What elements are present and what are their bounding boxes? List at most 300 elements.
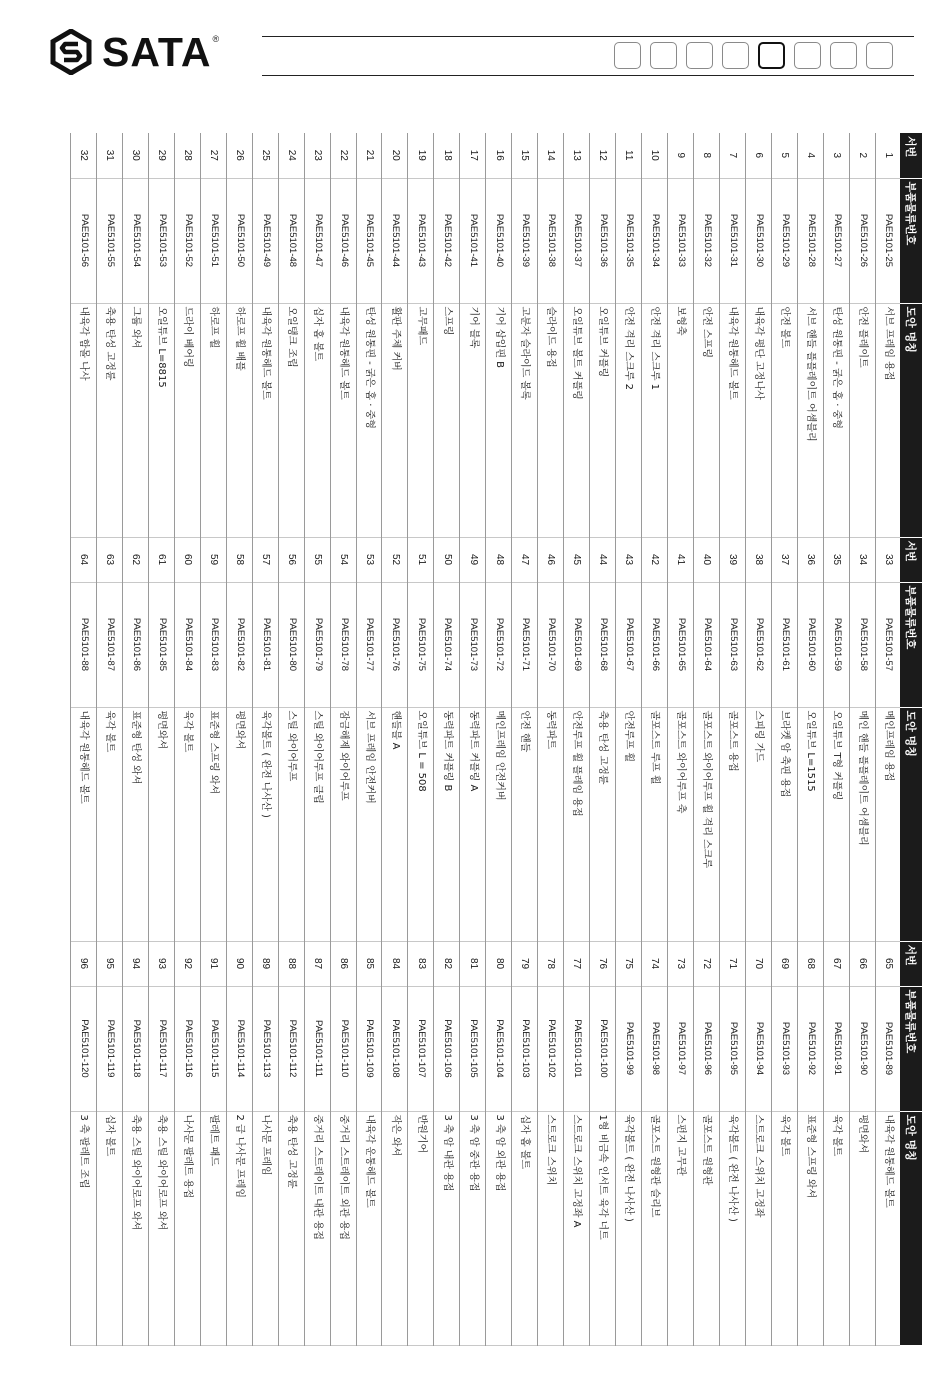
table-row	[226, 133, 252, 1345]
item-number: 37	[771, 537, 797, 582]
part-name: 메인프레임 용접	[875, 707, 900, 941]
item-number: 26	[226, 133, 252, 178]
item-number: 88	[278, 941, 304, 986]
part-code: PAE5101-100	[590, 986, 616, 1111]
item-number: 94	[122, 941, 148, 986]
column-header: 부품물류번호	[900, 178, 922, 303]
part-code: PAE5101-56	[71, 178, 97, 303]
column-header: 서번	[900, 133, 922, 178]
part-code: PAE5101-102	[538, 986, 564, 1111]
page-box	[686, 42, 713, 69]
part-name: 2 급 나사문 프레임	[226, 1111, 252, 1345]
part-name: 육각 볼트	[771, 1111, 797, 1345]
part-name: 기어 삽입핀 B	[486, 303, 512, 537]
part-code: PAE5101-69	[564, 582, 590, 707]
item-number: 68	[797, 941, 823, 986]
item-number: 80	[486, 941, 512, 986]
part-code: PAE5101-60	[797, 582, 823, 707]
table-row	[564, 133, 590, 1345]
item-number: 52	[382, 537, 408, 582]
part-code: PAE5101-72	[486, 582, 512, 707]
item-number: 92	[174, 941, 200, 986]
part-code: PAE5101-89	[875, 986, 900, 1111]
column-header: 도안 명칭	[900, 1111, 922, 1345]
part-code: PAE5101-77	[356, 582, 382, 707]
brand-name: SATA	[102, 28, 212, 75]
part-code: PAE5101-33	[667, 178, 693, 303]
item-number: 29	[148, 133, 174, 178]
part-code: PAE5101-112	[278, 986, 304, 1111]
part-code: PAE5101-103	[512, 986, 538, 1111]
item-number: 73	[667, 941, 693, 986]
part-code: PAE5101-117	[148, 986, 174, 1111]
item-number: 22	[330, 133, 356, 178]
part-name: 내육각 원통헤드 볼트	[252, 303, 278, 537]
part-code: PAE5101-44	[382, 178, 408, 303]
part-name: 3 축 암 외관 용접	[486, 1111, 512, 1345]
part-name: 십자 홈 볼트	[304, 303, 330, 537]
item-number: 87	[304, 941, 330, 986]
part-code: PAE5101-76	[382, 582, 408, 707]
item-number: 83	[408, 941, 434, 986]
part-name: 잠금해제 와이어루프	[330, 707, 356, 941]
item-number: 41	[667, 537, 693, 582]
part-code: PAE5101-94	[745, 986, 771, 1111]
table-row	[356, 133, 382, 1345]
item-number: 81	[460, 941, 486, 986]
item-number: 6	[745, 133, 771, 178]
part-name: 오일튜브 볼트 커플링	[564, 303, 590, 537]
part-code: PAE5101-85	[148, 582, 174, 707]
part-code: PAE5101-111	[304, 986, 330, 1111]
item-number: 15	[512, 133, 538, 178]
item-number: 69	[771, 941, 797, 986]
item-number: 90	[226, 941, 252, 986]
part-code: PAE5101-31	[719, 178, 745, 303]
part-name: 스틸 와이어루프 클립	[304, 707, 330, 941]
part-name: 평면와셔	[226, 707, 252, 941]
item-number: 38	[745, 537, 771, 582]
item-number: 63	[97, 537, 123, 582]
item-number: 61	[148, 537, 174, 582]
item-number: 5	[771, 133, 797, 178]
item-number: 9	[667, 133, 693, 178]
part-code: PAE5101-41	[460, 178, 486, 303]
item-number: 10	[642, 133, 668, 178]
part-code: PAE5101-92	[797, 986, 823, 1111]
part-name: 내육각 운통헤드 볼트	[356, 1111, 382, 1345]
part-code: PAE5101-90	[849, 986, 875, 1111]
part-code: PAE5101-42	[434, 178, 460, 303]
part-name: 육각볼트 ( 완전 나사산 )	[719, 1111, 745, 1345]
part-name: 골포스트 루프 휠	[642, 707, 668, 941]
part-code: PAE5101-55	[97, 178, 123, 303]
part-name: 스틸 와이어루프	[278, 707, 304, 941]
part-name: 육각볼트 ( 완전 나사산 )	[252, 707, 278, 941]
item-number: 44	[590, 537, 616, 582]
part-code: PAE5101-63	[719, 582, 745, 707]
table-row	[616, 133, 642, 1345]
part-code: PAE5101-95	[719, 986, 745, 1111]
table-row	[122, 133, 148, 1345]
item-number: 14	[538, 133, 564, 178]
part-name: 나사문 팔레트 용접	[174, 1111, 200, 1345]
part-code: PAE5101-49	[252, 178, 278, 303]
item-number: 2	[849, 133, 875, 178]
item-number: 78	[538, 941, 564, 986]
item-number: 65	[875, 941, 900, 986]
item-number: 39	[719, 537, 745, 582]
part-code: PAE5101-58	[849, 582, 875, 707]
item-number: 72	[693, 941, 719, 986]
part-code: PAE5101-39	[512, 178, 538, 303]
part-code: PAE5101-38	[538, 178, 564, 303]
sata-hexagon-logo-icon	[48, 29, 94, 75]
part-name: 기어 블록	[460, 303, 486, 537]
table-row	[252, 133, 278, 1345]
part-name: 나사문 프레임	[252, 1111, 278, 1345]
part-name: 골포스트 와이어루프 휠 격리 스크루	[693, 707, 719, 941]
item-number: 43	[616, 537, 642, 582]
item-number: 49	[460, 537, 486, 582]
part-name: 표준형 스프링 와셔	[797, 1111, 823, 1345]
item-number: 66	[849, 941, 875, 986]
item-number: 21	[356, 133, 382, 178]
part-name: 하로프 휠 배플	[226, 303, 252, 537]
item-number: 11	[616, 133, 642, 178]
table-body	[71, 133, 901, 1345]
column-header: 도안 명칭	[900, 303, 922, 537]
part-name: 육각 볼트	[174, 707, 200, 941]
item-number: 59	[200, 537, 226, 582]
part-code: PAE5101-114	[226, 986, 252, 1111]
item-number: 76	[590, 941, 616, 986]
part-name: 활판 주체 커버	[382, 303, 408, 537]
page-box	[830, 42, 857, 69]
part-code: PAE5101-47	[304, 178, 330, 303]
part-name: 축용 탄성 고정륜	[97, 303, 123, 537]
item-number: 31	[97, 133, 123, 178]
part-name: 안전 격리 스크루 2	[616, 303, 642, 537]
table-row	[148, 133, 174, 1345]
item-number: 20	[382, 133, 408, 178]
item-number: 7	[719, 133, 745, 178]
part-code: PAE5101-96	[693, 986, 719, 1111]
part-code: PAE5101-68	[590, 582, 616, 707]
part-name: 스트로크 스위치	[538, 1111, 564, 1345]
item-number: 17	[460, 133, 486, 178]
item-number: 28	[174, 133, 200, 178]
part-name: 내육각 함몰 나사	[71, 303, 97, 537]
part-code: PAE5101-82	[226, 582, 252, 707]
item-number: 34	[849, 537, 875, 582]
header-rule-top	[262, 36, 914, 37]
part-code: PAE5101-107	[408, 986, 434, 1111]
part-code: PAE5101-67	[616, 582, 642, 707]
item-number: 48	[486, 537, 512, 582]
item-number: 24	[278, 133, 304, 178]
column-header: 부품물류번호	[900, 582, 922, 707]
part-name: 메인 핸들 플플레이트 어셈블리	[849, 707, 875, 941]
part-code: PAE5101-108	[382, 986, 408, 1111]
part-code: PAE5101-62	[745, 582, 771, 707]
part-code: PAE5101-119	[97, 986, 123, 1111]
part-code: PAE5101-25	[875, 178, 900, 303]
part-code: PAE5101-57	[875, 582, 900, 707]
item-number: 3	[823, 133, 849, 178]
part-code: PAE5101-50	[226, 178, 252, 303]
item-number: 70	[745, 941, 771, 986]
part-code: PAE5101-36	[590, 178, 616, 303]
part-code: PAE5101-65	[667, 582, 693, 707]
table-row	[278, 133, 304, 1345]
part-code: PAE5101-87	[97, 582, 123, 707]
part-code: PAE5101-46	[330, 178, 356, 303]
part-name: 십자 홈 볼트	[512, 1111, 538, 1345]
part-name: 보형축	[667, 303, 693, 537]
item-number: 54	[330, 537, 356, 582]
part-name: 안전 핸들	[512, 707, 538, 941]
page-box	[866, 42, 893, 69]
part-code: PAE5101-113	[252, 986, 278, 1111]
part-name: 축용 스틸 와이어로프 와셔	[122, 1111, 148, 1345]
item-number: 74	[642, 941, 668, 986]
table-row	[408, 133, 434, 1345]
item-number: 95	[97, 941, 123, 986]
part-name: 그룹 와셔	[122, 303, 148, 537]
part-name: 중거리 스트레이트 내관 용접	[304, 1111, 330, 1345]
part-code: PAE5101-115	[200, 986, 226, 1111]
part-name: 오일튜브 L=8815	[148, 303, 174, 537]
table-row	[667, 133, 693, 1345]
part-name: 축용 스틸 와이어로프 와셔	[148, 1111, 174, 1345]
part-code: PAE5101-35	[616, 178, 642, 303]
item-number: 51	[408, 537, 434, 582]
page-box	[650, 42, 677, 69]
item-number: 60	[174, 537, 200, 582]
column-header: 부품물류번호	[900, 986, 922, 1111]
part-code: PAE5101-30	[745, 178, 771, 303]
part-name: 십자 볼트	[97, 1111, 123, 1345]
part-name: 오일튜브 T형 커플링	[823, 707, 849, 941]
part-name: 내육각 원통헤드 볼트	[875, 1111, 900, 1345]
part-name: 평면와셔	[849, 1111, 875, 1345]
part-name: 오일탱크 조립	[278, 303, 304, 537]
page-box	[794, 42, 821, 69]
part-code: PAE5101-70	[538, 582, 564, 707]
part-code: PAE5101-79	[304, 582, 330, 707]
item-number: 16	[486, 133, 512, 178]
item-number: 64	[71, 537, 97, 582]
table-row	[590, 133, 616, 1345]
part-code: PAE5101-73	[460, 582, 486, 707]
item-number: 55	[304, 537, 330, 582]
part-name: 작은 와셔	[382, 1111, 408, 1345]
part-code: PAE5101-51	[200, 178, 226, 303]
item-number: 25	[252, 133, 278, 178]
part-name: 스트로크 스위치 고정좌	[745, 1111, 771, 1345]
item-number: 35	[823, 537, 849, 582]
table-row	[486, 133, 512, 1345]
part-name: 표준형 스프링 와셔	[200, 707, 226, 941]
part-code: PAE5101-93	[771, 986, 797, 1111]
item-number: 79	[512, 941, 538, 986]
item-number: 89	[252, 941, 278, 986]
part-name: 내육각 원통헤드 볼트	[330, 303, 356, 537]
item-number: 56	[278, 537, 304, 582]
part-code: PAE5101-27	[823, 178, 849, 303]
part-name: 골포스트 와이어루프 축	[667, 707, 693, 941]
part-name: 골포스트 원형관	[693, 1111, 719, 1345]
page-box	[722, 42, 749, 69]
item-number: 71	[719, 941, 745, 986]
part-name: 육각볼트 ( 완전 나사산 )	[616, 1111, 642, 1345]
part-code: PAE5101-116	[174, 986, 200, 1111]
table-row	[771, 133, 797, 1345]
part-code: PAE5101-98	[642, 986, 668, 1111]
part-code: PAE5101-66	[642, 582, 668, 707]
part-name: 메인프레임 안전커버	[486, 707, 512, 941]
item-number: 1	[875, 133, 900, 178]
item-number: 50	[434, 537, 460, 582]
part-code: PAE5101-32	[693, 178, 719, 303]
table-header	[900, 133, 922, 1345]
part-code: PAE5101-37	[564, 178, 590, 303]
part-code: PAE5101-97	[667, 986, 693, 1111]
part-code: PAE5101-45	[356, 178, 382, 303]
table-row	[71, 133, 97, 1345]
part-name: 내육각 원통헤드 볼트	[719, 303, 745, 537]
part-code: PAE5101-52	[174, 178, 200, 303]
part-name: 내육각 원통헤드 볼트	[71, 707, 97, 941]
part-code: PAE5101-34	[642, 178, 668, 303]
part-name: 안전 플레이트	[849, 303, 875, 537]
part-code: PAE5101-74	[434, 582, 460, 707]
part-name: 탄성 원통핀 - 굵은 홈 · 중형	[823, 303, 849, 537]
part-name: 골포스트 용접	[719, 707, 745, 941]
registered-mark: ®	[212, 34, 220, 44]
part-code: PAE5101-105	[460, 986, 486, 1111]
table-row	[304, 133, 330, 1345]
part-code: PAE5101-101	[564, 986, 590, 1111]
item-number: 75	[616, 941, 642, 986]
part-name: 1형 비금속 인서트 육각 너트	[590, 1111, 616, 1345]
page-box	[614, 42, 641, 69]
part-name: 탄성 원통핀 - 굵은 홈 · 중형	[356, 303, 382, 537]
part-name: 오일튜브 L=1515	[797, 707, 823, 941]
item-number: 23	[304, 133, 330, 178]
part-name: 고무패드	[408, 303, 434, 537]
part-code: PAE5101-118	[122, 986, 148, 1111]
part-name: 3 축 팔레트 조립	[71, 1111, 97, 1345]
part-name: 육각 볼트	[97, 707, 123, 941]
part-code: PAE5101-61	[771, 582, 797, 707]
column-header: 서번	[900, 941, 922, 986]
part-code: PAE5101-75	[408, 582, 434, 707]
item-number: 91	[200, 941, 226, 986]
part-name: 안전루프 휠	[616, 707, 642, 941]
part-name: 스프링	[434, 303, 460, 537]
part-code: PAE5101-59	[823, 582, 849, 707]
part-code: PAE5101-99	[616, 986, 642, 1111]
part-code: PAE5101-43	[408, 178, 434, 303]
part-name: 반원기어	[408, 1111, 434, 1345]
part-name: 서브 핸들 플플레이트 어셈블리	[797, 303, 823, 537]
item-number: 67	[823, 941, 849, 986]
part-name: 안전 볼트	[771, 303, 797, 537]
part-name: 서브 프레임 용접	[875, 303, 900, 537]
part-name: 안전 스프링	[693, 303, 719, 537]
table-row	[512, 133, 538, 1345]
part-name: 핸들블 A	[382, 707, 408, 941]
table-row	[823, 133, 849, 1345]
table-row	[330, 133, 356, 1345]
item-number: 8	[693, 133, 719, 178]
table-row	[745, 133, 771, 1345]
part-code: PAE5101-84	[174, 582, 200, 707]
item-number: 18	[434, 133, 460, 178]
item-number: 12	[590, 133, 616, 178]
part-code: PAE5101-120	[71, 986, 97, 1111]
page-indicator-boxes	[614, 42, 902, 69]
part-code: PAE5101-110	[330, 986, 356, 1111]
item-number: 36	[797, 537, 823, 582]
table-row	[538, 133, 564, 1345]
part-name: 슬라이드 용접	[538, 303, 564, 537]
item-number: 86	[330, 941, 356, 986]
part-name: 동력파트 커플링 B	[434, 707, 460, 941]
part-code: PAE5101-83	[200, 582, 226, 707]
part-name: 팔레트 패드	[200, 1111, 226, 1345]
part-name: 하로프 휠	[200, 303, 226, 537]
item-number: 40	[693, 537, 719, 582]
part-name: 육각 볼트	[823, 1111, 849, 1345]
table-row	[719, 133, 745, 1345]
part-name: 내육각 평단 고정나사	[745, 303, 771, 537]
part-code: PAE5101-54	[122, 178, 148, 303]
part-code: PAE5101-80	[278, 582, 304, 707]
column-header: 도안 명칭	[900, 707, 922, 941]
part-name: 골포스트 원형관 슬리브	[642, 1111, 668, 1345]
table-row	[174, 133, 200, 1345]
parts-list-table	[70, 133, 922, 1346]
parts-table-rotated	[70, 133, 922, 1345]
part-name: 평면와셔	[148, 707, 174, 941]
item-number: 47	[512, 537, 538, 582]
part-name: 스피링 가드	[745, 707, 771, 941]
table-row	[849, 133, 875, 1345]
item-number: 84	[382, 941, 408, 986]
item-number: 19	[408, 133, 434, 178]
part-code: PAE5101-26	[849, 178, 875, 303]
item-number: 57	[252, 537, 278, 582]
part-name: 안전 격리 스크루 1	[642, 303, 668, 537]
part-name: 3 축 암 내관 용접	[434, 1111, 460, 1345]
item-number: 30	[122, 133, 148, 178]
part-code: PAE5101-71	[512, 582, 538, 707]
part-name: 스펀지 고무관	[667, 1111, 693, 1345]
part-code: PAE5101-53	[148, 178, 174, 303]
item-number: 62	[122, 537, 148, 582]
part-code: PAE5101-48	[278, 178, 304, 303]
item-number: 33	[875, 537, 900, 582]
table-row	[797, 133, 823, 1345]
item-number: 32	[71, 133, 97, 178]
item-number: 42	[642, 537, 668, 582]
part-name: 축용 탄성 고정륜	[590, 707, 616, 941]
part-code: PAE5101-28	[797, 178, 823, 303]
item-number: 82	[434, 941, 460, 986]
